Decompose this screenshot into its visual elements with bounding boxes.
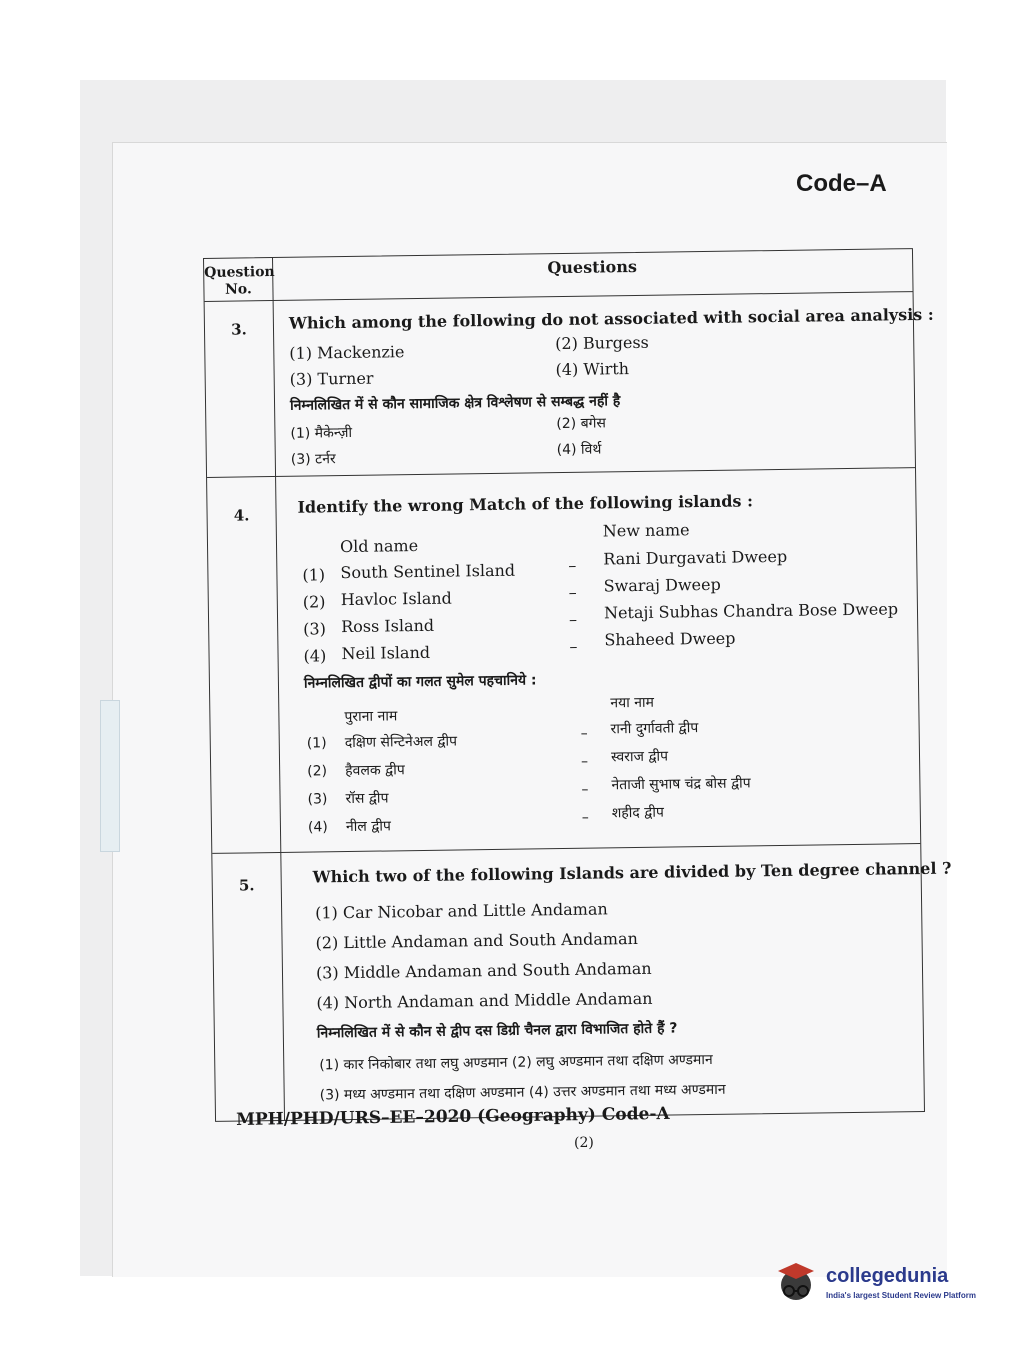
q5-hi-options-row-1: (1) कार निकोबार तथा लघु अण्डमान (2) लघु अण्डमान तथा दक्षिण अण्डमान (319, 1051, 713, 1074)
q4-hi-row-2-old: हैवलक द्वीप (345, 762, 405, 780)
logo-tagline: India's largest Student Review Platform (826, 1291, 976, 1300)
column-divider (272, 258, 285, 1120)
q5-hi-options-row-2: (3) मध्य अण्डमान तथा दक्षिण अण्डमान (4) उत्तर अण्डमान तथा मध्य अण्डमान (319, 1081, 726, 1104)
q3-text-hi: निम्नलिखित में से कौन सामाजिक क्षेत्र विश्लेषण से सम्बद्ध नहीं है (289, 393, 621, 414)
q4-hi-row-1-dash: – (580, 725, 588, 742)
q4-hi-row-4-old: नील द्वीप (345, 818, 392, 836)
q4-row-1-new: Rani Durgavati Dweep (603, 546, 788, 569)
q4-hi-row-2-new: स्वराज द्वीप (610, 748, 669, 766)
q4-row-4-dash: – (569, 636, 578, 656)
q4-row-3-dash: – (568, 609, 578, 629)
q5-option-3: (3) Middle Andaman and South Andaman (315, 958, 652, 983)
q4-old-header: Old name (339, 536, 419, 557)
side-sticker (100, 700, 120, 852)
q4-row-2-dash: – (568, 582, 577, 602)
question-number-3: 3. (231, 320, 247, 339)
q4-row-4-new: Shaheed Dweep (604, 628, 736, 650)
code-label: Code–A (796, 170, 887, 197)
question-table (203, 248, 952, 1122)
q4-row-1-num: (1) (302, 565, 326, 585)
q5-option-1: (1) Car Nicobar and Little Andaman (315, 899, 608, 923)
q4-hi-new-header: नया नाम (610, 694, 655, 712)
logo-name: collegedunia (826, 1265, 949, 1287)
q4-row-3-num: (3) (303, 619, 326, 639)
mascot-icon (770, 1257, 822, 1309)
q4-hi-row-1-old: दक्षिण सेन्टिनेअल द्वीप (344, 733, 458, 752)
q5-option-4: (4) North Andaman and Middle Andaman (316, 988, 653, 1013)
q3-hi-option-3: (3) टर्नर (290, 451, 336, 468)
q4-hi-row-2-num: (2) (307, 763, 328, 780)
q5-text-hi: निम्नलिखित में से कौन से द्वीप दस डिग्री चैनल द्वारा विभाजित होते हैं ? (316, 1020, 678, 1042)
q3-hi-option-1: (1) मैकेन्ज़ी (290, 424, 353, 442)
q4-hi-row-1-new: रानी दुर्गावती द्वीप (610, 720, 699, 738)
q4-hi-row-3-num: (3) (307, 791, 328, 808)
q3-hi-option-4: (4) विर्थ (556, 441, 602, 459)
q4-hi-row-1-num: (1) (306, 735, 327, 752)
q3-option-1: (1) Mackenzie (289, 342, 405, 363)
q4-row-4-num: (4) (303, 646, 327, 666)
q4-hi-row-2-dash: – (580, 753, 589, 770)
question-number-5: 5. (238, 876, 255, 895)
q4-hi-row-3-old: रॉस द्वीप (345, 790, 389, 808)
q4-row-4-old: Neil Island (341, 642, 431, 664)
row-divider (207, 467, 915, 478)
q3-hi-option-2: (2) बगेस (556, 415, 607, 433)
q4-row-1-dash: – (568, 555, 577, 575)
q3-text-en: Which among the following do not associated with social area analysis : (288, 304, 934, 333)
header-question-no: Question No. (204, 264, 275, 298)
q4-text-hi: निम्नलिखित द्वीपों का गलत सुमेल पहचानिये : (303, 672, 537, 692)
q4-text-en: Identify the wrong Match of the following islands : (297, 491, 754, 517)
q4-hi-row-4-dash: – (581, 809, 589, 826)
q4-hi-row-4-new: शहीद द्वीप (611, 804, 664, 822)
q3-option-3: (3) Turner (289, 368, 374, 389)
header-questions: Questions (547, 256, 638, 278)
q4-row-2-new: Swaraj Dweep (603, 574, 721, 596)
q5-text-en: Which two of the following Islands are divided by Ten degree channel ? (312, 858, 952, 887)
page-footer: MPH/PHD/URS–EE–2020 (Geography) Code-A (236, 1103, 670, 1130)
collegedunia-logo (770, 1255, 1000, 1315)
q5-option-2: (2) Little Andaman and South Andaman (315, 928, 638, 953)
row-divider (212, 843, 920, 854)
question-number-4: 4. (233, 506, 250, 525)
q4-hi-row-3-dash: – (581, 781, 589, 798)
q4-row-2-num: (2) (302, 592, 326, 612)
q3-option-4: (4) Wirth (555, 359, 630, 380)
page-number: (2) (574, 1135, 594, 1151)
q4-row-2-old: Havloc Island (340, 588, 452, 610)
q4-hi-row-3-new: नेताजी सुभाष चंद्र बोस द्वीप (611, 775, 751, 794)
row-divider (205, 291, 913, 302)
q4-row-3-old: Ross Island (341, 615, 435, 637)
q4-new-header: New name (602, 520, 690, 541)
q4-hi-row-4-num: (4) (307, 819, 328, 836)
q4-row-1-old: South Sentinel Island (340, 560, 516, 583)
q4-row-3-new: Netaji Subhas Chandra Bose Dweep (603, 599, 899, 623)
q3-option-2: (2) Burgess (555, 332, 649, 354)
q4-hi-old-header: पुराना नाम (344, 708, 398, 726)
